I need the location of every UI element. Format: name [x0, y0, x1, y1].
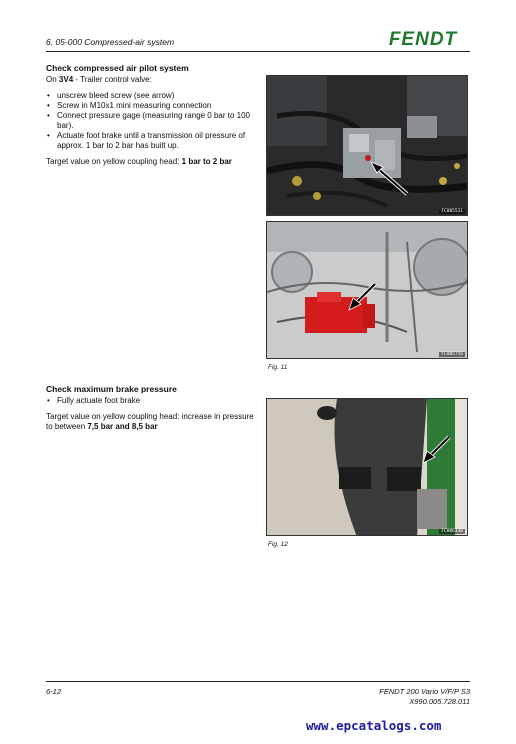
page-footer — [46, 681, 470, 706]
section2-title: Check maximum brake pressure — [46, 384, 177, 394]
watermark-url: www.epcatalogs.com — [306, 718, 442, 733]
photo-foot-brake — [266, 398, 468, 536]
section-compressed-air-pilot — [46, 63, 256, 167]
fendt-logo — [376, 29, 470, 49]
list-item: • unscrew bleed screw (see arrow) — [46, 91, 256, 101]
section2-steps — [46, 396, 256, 406]
list-item: • Connect pressure gage (measuring range 0 bar to 100 bar). — [46, 111, 256, 131]
section1-intro: On 3V4 - Trailer control valve: — [46, 75, 152, 84]
document-number: X990.005.728.011 — [409, 697, 470, 706]
section2-target: Target value on yellow coupling head: increase in pressure to between 7,5 bar and 8,5 bar — [46, 412, 254, 431]
model-name: FENDT 200 Vario V/F/P S3 — [379, 687, 470, 696]
photo-valve-location — [266, 221, 468, 359]
image-code: FC005511 — [441, 209, 463, 214]
section-max-brake-pressure — [46, 384, 256, 432]
figure-caption: Fig. 11 — [268, 364, 288, 371]
logo-wordmark: FENDT — [388, 29, 458, 49]
page-header — [46, 29, 470, 52]
image-code: FC005756 — [441, 352, 463, 357]
section-heading: 6. 05-000 Compressed-air system — [46, 37, 175, 47]
list-item: • Fully actuate foot brake — [46, 396, 256, 406]
list-item: • Screw in M10x1 mini measuring connection — [46, 101, 256, 111]
list-item: • Actuate foot brake until a transmission oil pressure of approx. 1 bar to 2 bar has built up. — [46, 131, 256, 151]
figure-caption: Fig. 12 — [268, 541, 288, 548]
section1-target: Target value on yellow coupling head: 1 bar to 2 bar — [46, 157, 232, 166]
image-code: FC006138 — [441, 529, 463, 534]
section1-title: Check compressed air pilot system — [46, 63, 189, 73]
page-number: 6-12 — [46, 687, 62, 696]
photo-trailer-control-valve — [266, 75, 468, 216]
section1-steps — [46, 91, 256, 151]
